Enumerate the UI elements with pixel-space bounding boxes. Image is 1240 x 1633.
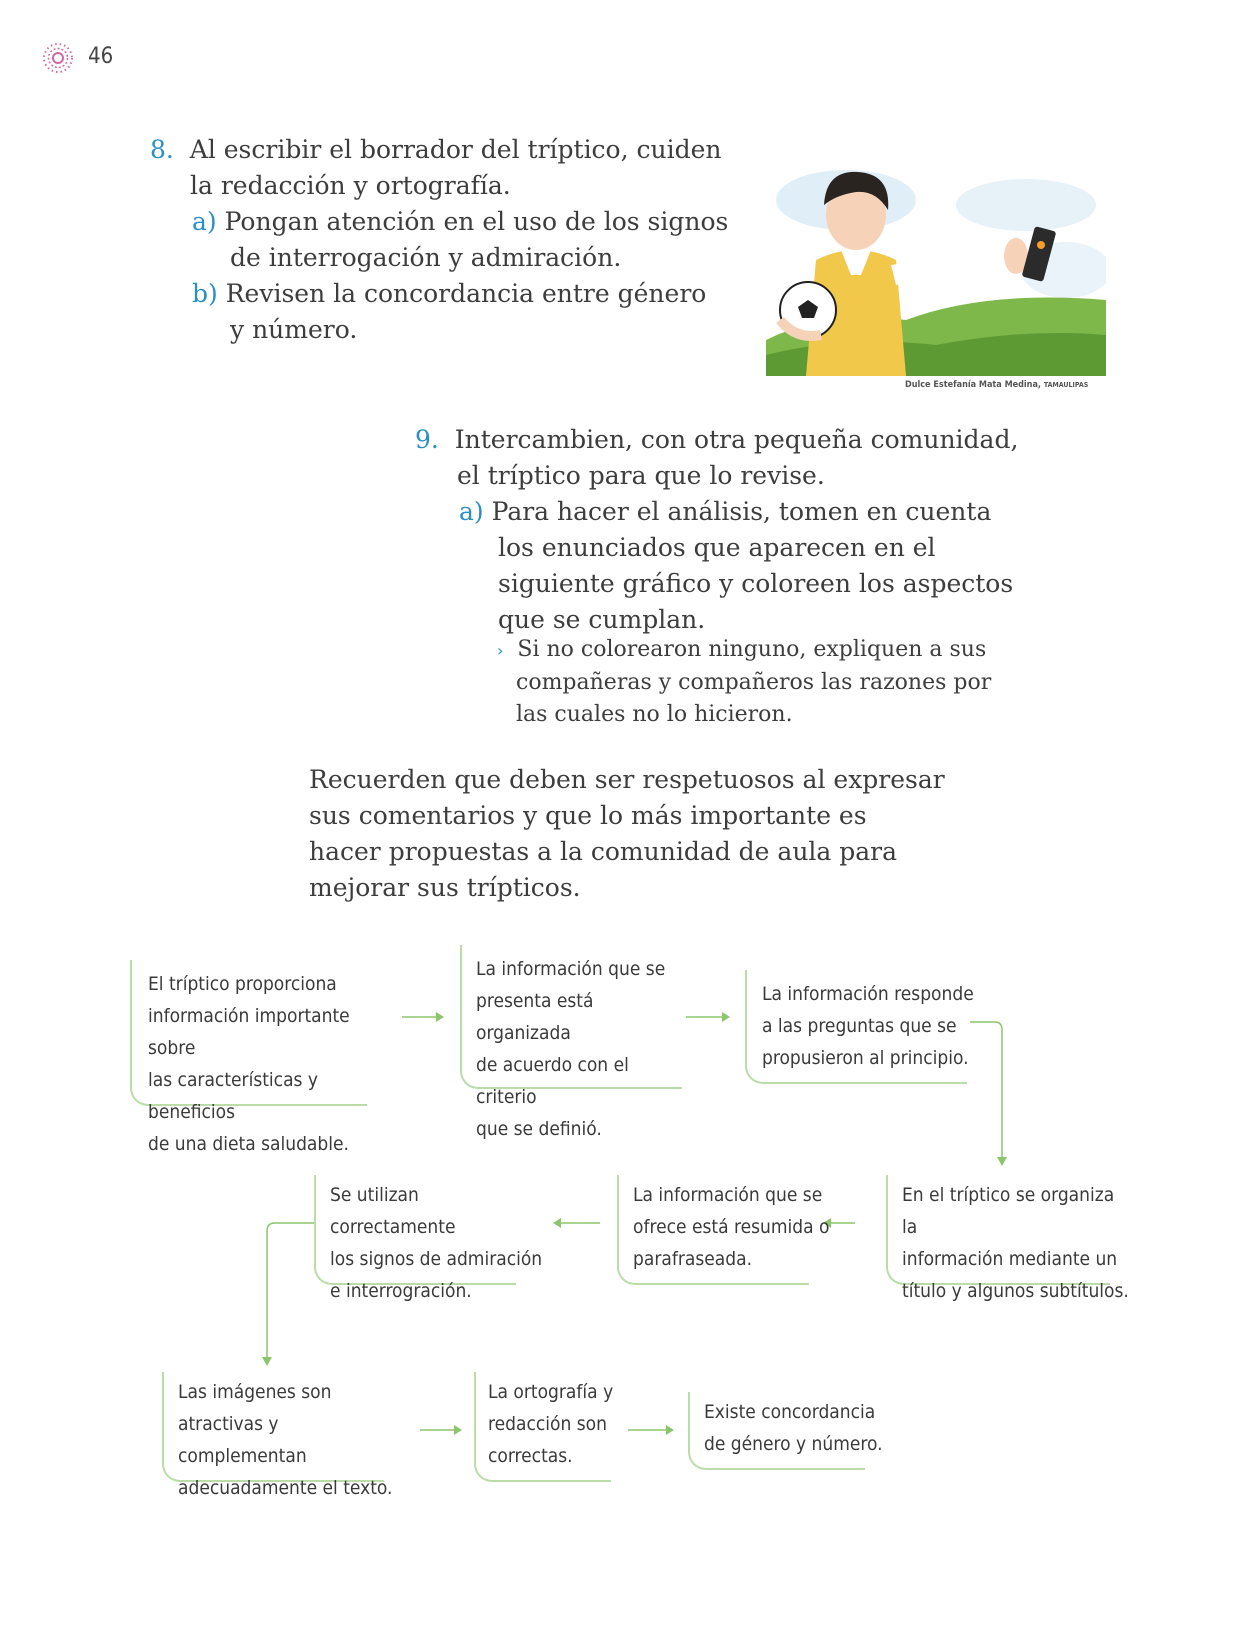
flow-box-4-line: información mediante un	[902, 1248, 1118, 1270]
reminder-line2: sus comentarios y que lo más importante es	[309, 801, 867, 830]
step-9-a-line3: siguiente gráfico y coloreen los aspectos	[498, 569, 1014, 598]
caption-state: TAMAULIPAS	[1043, 381, 1089, 389]
flow-box-4-line: En el tríptico se organiza la	[902, 1184, 1115, 1238]
flow-box-5-line: parafraseada.	[633, 1248, 752, 1270]
reminder-line1: Recuerden que deben ser respetuosos al expresar	[309, 765, 945, 794]
step-8-a-line1: Pongan atención en el uso de los signos	[224, 207, 729, 236]
step-9-a-line2: los enunciados que aparecen en el	[498, 533, 936, 562]
flow-box-5-line: ofrece está resumida o	[633, 1216, 830, 1238]
flow-box-1-line: El tríptico proporciona	[148, 973, 337, 995]
step-8-line2: la redacción y ortografía.	[190, 171, 511, 200]
bullet-line2: compañeras y compañeros las razones por	[516, 670, 992, 695]
flow-box-8-line: redacción son	[488, 1413, 607, 1435]
step-8-b-label: b)	[192, 279, 218, 308]
step-9-number: 9.	[415, 425, 439, 454]
flow-box-6-line: los signos de admiración	[330, 1248, 543, 1270]
flow-box-3-line: propusieron al principio.	[762, 1047, 969, 1069]
step-9-line1: Intercambien, con otra pequeña comunidad,	[454, 425, 1019, 454]
step-8-b-line1: Revisen la concordancia entre género	[225, 279, 707, 308]
flow-box-5-line: La información que se	[633, 1184, 823, 1206]
flow-box-7-line: adecuadamente el texto.	[178, 1477, 393, 1499]
bullet-chevron-icon: ›	[497, 641, 504, 660]
flow-box-2-line: de acuerdo con el criterio	[476, 1054, 629, 1108]
flow-box-7-line: Las imágenes son	[178, 1381, 332, 1403]
flow-box-1-line: de una dieta saludable.	[148, 1133, 349, 1155]
step-8-b-line2: y número.	[230, 315, 358, 344]
step-8-a-label: a)	[192, 207, 217, 236]
step-8-line1: Al escribir el borrador del tríptico, cuiden	[189, 135, 722, 164]
flow-box-2-line: presenta está organizada	[476, 990, 594, 1044]
flow-box-6-line: Se utilizan correctamente	[330, 1184, 456, 1238]
flow-box-7-line: atractivas y complementan	[178, 1413, 307, 1467]
flow-box-4-line: título y algunos subtítulos.	[902, 1280, 1129, 1302]
flow-box-8-line: correctas.	[488, 1445, 573, 1467]
flow-box-6-line: e interrogración.	[330, 1280, 472, 1302]
reminder-line4: mejorar sus trípticos.	[309, 873, 581, 902]
page-number: 46	[88, 44, 114, 69]
step-9-a-line1: Para hacer el análisis, tomen en cuenta	[491, 497, 992, 526]
bullet-line1: Si no colorearon ninguno, expliquen a sus	[517, 637, 987, 662]
caption-name: Dulce Estefanía Mata Medina,	[905, 380, 1041, 390]
step-9-a-line4: que se cumplan.	[498, 605, 706, 634]
flow-box-8-line: La ortografía y	[488, 1381, 614, 1403]
flow-box-9-line: Existe concordancia	[704, 1401, 876, 1423]
flow-box-3-line: a las preguntas que se	[762, 1015, 957, 1037]
flow-box-9-line: de género y número.	[704, 1433, 883, 1455]
step-9-a-label: a)	[459, 497, 484, 526]
bullet-line3: las cuales no lo hicieron.	[516, 702, 793, 727]
flow-box-2-line: La información que se	[476, 958, 666, 980]
flow-box-1-line: las características y beneficios	[148, 1069, 318, 1123]
flow-box-1-line: información importante sobre	[148, 1005, 350, 1059]
flow-box-3-line: La información responde	[762, 983, 974, 1005]
step-8-number: 8.	[150, 135, 174, 164]
step-8-a-line2: de interrogación y admiración.	[230, 243, 622, 272]
step-9-line2: el tríptico para que lo revise.	[457, 461, 825, 490]
flow-box-2-line: que se definió.	[476, 1118, 602, 1140]
reminder-line3: hacer propuestas a la comunidad de aula para	[309, 837, 898, 866]
